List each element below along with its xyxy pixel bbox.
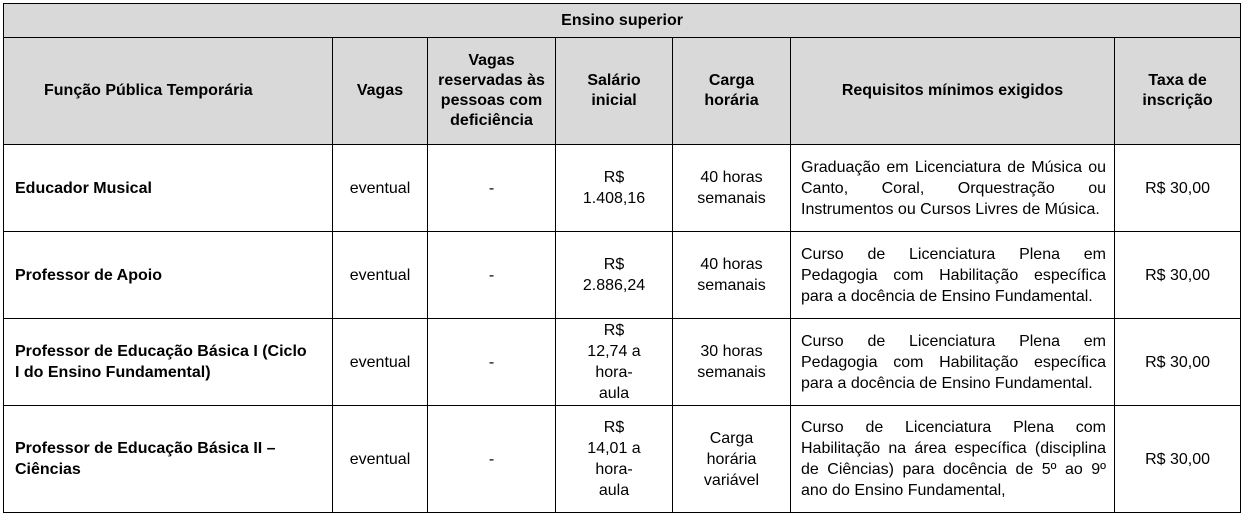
header-vagas: Vagas <box>333 38 428 145</box>
cell-requisitos: Curso de Licenciatura Plena em Pedagogia com Habilitação específica para a docência de Ensino Fundamental. <box>791 232 1115 319</box>
cell-vagas: eventual <box>333 145 428 232</box>
cell-requisitos: Curso de Licenciatura Plena em Pedagogia com Habilitação específica para a docência de Ensino Fundamental. <box>791 319 1115 406</box>
table-row <box>4 145 1241 232</box>
cell-carga: 30 horas semanais <box>673 319 791 406</box>
header-requisitos: Requisitos mínimos exigidos <box>791 38 1115 145</box>
cell-funcao: Educador Musical <box>4 145 333 232</box>
cell-vagas: eventual <box>333 406 428 513</box>
cell-carga: Carga horária variável <box>673 406 791 513</box>
header-funcao: Função Pública Temporária <box>4 38 333 145</box>
header-vagas-deficiencia: Vagas reservadas às pessoas com deficiência <box>428 38 556 145</box>
cell-salario: R$ 1.408,16 <box>556 145 673 232</box>
cell-requisitos: Graduação em Licenciatura de Música ou Canto, Coral, Orquestração ou Instrumentos ou Cursos Livres de Música. <box>791 145 1115 232</box>
cell-taxa: R$ 30,00 <box>1115 232 1241 319</box>
cell-taxa: R$ 30,00 <box>1115 319 1241 406</box>
table-row <box>4 319 1241 406</box>
cell-funcao: Professor de Educação Básica II – Ciências <box>4 406 333 513</box>
header-carga: Carga horária <box>673 38 791 145</box>
cell-carga: 40 horas semanais <box>673 232 791 319</box>
cell-funcao: Professor de Apoio <box>4 232 333 319</box>
cell-vagas-deficiencia: - <box>428 406 556 513</box>
cell-vagas-deficiencia: - <box>428 232 556 319</box>
vacancies-table <box>3 3 1241 513</box>
cell-salario: R$ 14,01 a hora-aula <box>556 406 673 513</box>
cell-salario: R$ 2.886,24 <box>556 232 673 319</box>
cell-vagas: eventual <box>333 319 428 406</box>
cell-carga: 40 horas semanais <box>673 145 791 232</box>
table-row <box>4 232 1241 319</box>
table-row <box>4 406 1241 513</box>
cell-vagas: eventual <box>333 232 428 319</box>
cell-salario: R$ 12,74 a hora-aula <box>556 319 673 406</box>
cell-vagas-deficiencia: - <box>428 319 556 406</box>
table-title: Ensino superior <box>4 4 1241 38</box>
header-salario: Salário inicial <box>556 38 673 145</box>
cell-requisitos: Curso de Licenciatura Plena com Habilitação na área específica (disciplina de Ciências) para docência de 5º ao 9º ano do Ensino Fundamental, <box>791 406 1115 513</box>
cell-funcao: Professor de Educação Básica I (Ciclo I do Ensino Fundamental) <box>4 319 333 406</box>
cell-vagas-deficiencia: - <box>428 145 556 232</box>
cell-taxa: R$ 30,00 <box>1115 145 1241 232</box>
header-row <box>4 38 1241 145</box>
header-taxa: Taxa de inscrição <box>1115 38 1241 145</box>
cell-taxa: R$ 30,00 <box>1115 406 1241 513</box>
